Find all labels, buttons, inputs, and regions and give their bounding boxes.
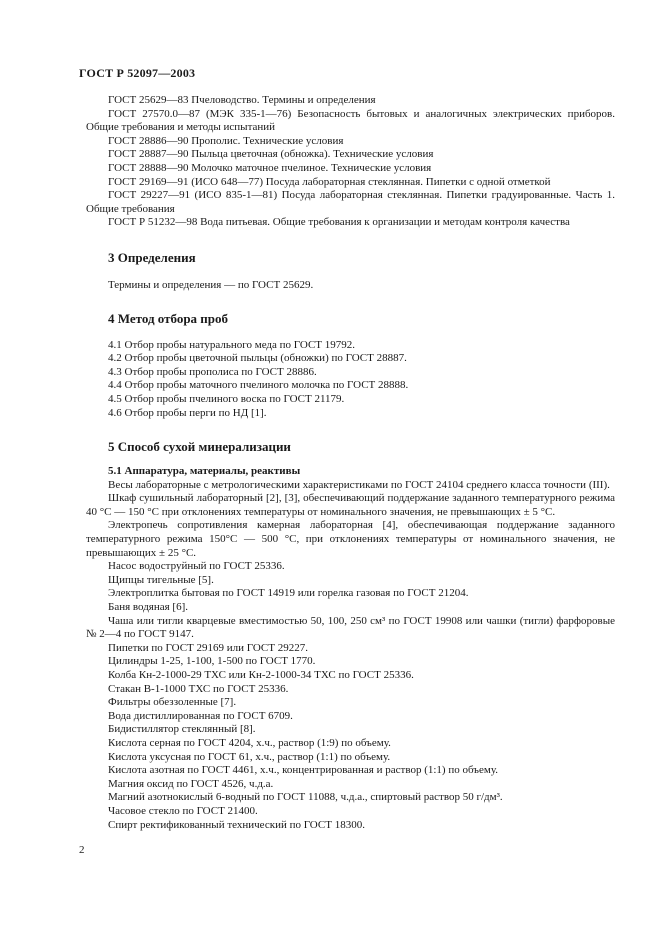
sampling-item: 4.4 Отбор пробы маточного пчелиного молочка по ГОСТ 28888. [108, 379, 409, 392]
equipment-item: Кислота азотная по ГОСТ 4461, х.ч., концентрированная и раствор (1:1) по объему. [108, 764, 498, 777]
equipment-item: Кислота уксусная по ГОСТ 61, х.ч., раствор (1:1) по объему. [108, 750, 391, 763]
sampling-item: 4.6 Отбор пробы перги по НД [1]. [108, 406, 267, 419]
reference-item: ГОСТ 29169—91 (ИСО 648—77) Посуда лабораторная стеклянная. Пипетки с одной отметкой [108, 175, 551, 188]
section-4-title: 4 Метод отбора проб [108, 310, 229, 326]
equipment-list [86, 479, 615, 832]
reference-item: ГОСТ 29227—91 (ИСО 835-1—81) Посуда лабораторная стеклянная. Пипетки градуированные. Часть 1. Общие требования [86, 189, 615, 215]
equipment-item: Спирт ректификованный технический по ГОСТ 18300. [108, 818, 365, 831]
equipment-item: Цилиндры 1-25, 1-100, 1-500 по ГОСТ 1770. [108, 655, 316, 668]
equipment-item: Электроплитка бытовая по ГОСТ 14919 или горелка газовая по ГОСТ 21204. [108, 587, 469, 600]
section-5-title: 5 Способ сухой минерализации [108, 439, 291, 455]
equipment-item: Чаша или тигли кварцевые вместимостью 50, 100, 250 см³ по ГОСТ 19908 или чашки (тигли) фарфоровые № 2—4 по ГОСТ 9147. [86, 614, 615, 641]
reference-item: ГОСТ 28887—90 Пыльца цветочная (обножка). Технические условия [108, 148, 434, 161]
equipment-item: Кислота серная по ГОСТ 4204, х.ч., раствор (1:9) по объему. [108, 736, 391, 749]
equipment-item: Пипетки по ГОСТ 29169 или ГОСТ 29227. [108, 641, 308, 654]
sampling-item: 4.1 Отбор пробы натурального меда по ГОСТ 19792. [108, 338, 356, 351]
subsection-5-1-title: 5.1 Аппаратура, материалы, реактивы [108, 465, 301, 478]
sampling-item: 4.2 Отбор пробы цветочной пыльцы (обножки) по ГОСТ 28887. [108, 352, 407, 365]
equipment-item: Баня водяная [6]. [108, 601, 189, 614]
section-4-list [86, 339, 615, 421]
reference-item: ГОСТ Р 51232—98 Вода питьевая. Общие требования к организации и методам контроля качества [108, 216, 570, 229]
equipment-item: Шкаф сушильный лабораторный [2], [3], обеспечивающий поддержание заданного температурного режима 40 °С — 150 °С при отклонениях температуры от номинального значения, не превышающих ± 5 °С. [86, 492, 615, 518]
equipment-item: Часовое стекло по ГОСТ 21400. [108, 804, 258, 817]
section-3-text: Термины и определения — по ГОСТ 25629. [108, 278, 314, 291]
equipment-item: Магния оксид по ГОСТ 4526, ч.д.а. [108, 777, 274, 790]
running-header: ГОСТ Р 52097—2003 [79, 66, 196, 80]
equipment-item: Электропечь сопротивления камерная лабораторная [4], обеспечивающая поддержание заданного температурного режима 150°С — 500 °С, при отклонениях температуры от номинального значения, не превышающих ± 25 °С. [86, 519, 615, 559]
page-content [86, 94, 615, 832]
equipment-item: Весы лабораторные с метрологическими характеристиками по ГОСТ 24104 среднего класса точности (III). [108, 478, 610, 491]
reference-item: ГОСТ 28886—90 Прополис. Технические условия [108, 134, 344, 147]
equipment-item: Вода дистиллированная по ГОСТ 6709. [108, 709, 293, 722]
sampling-item: 4.3 Отбор пробы прополиса по ГОСТ 28886. [108, 365, 317, 378]
equipment-item: Магний азотнокислый 6-водный по ГОСТ 11088, ч.д.а., спиртовый раствор 50 г/дм³. [108, 791, 503, 804]
page-number: 2 [79, 844, 85, 856]
references-list [86, 94, 615, 230]
reference-item: ГОСТ 27570.0—87 (МЭК 335-1—76) Безопасность бытовых и аналогичных электрических приборов. Общие требования и методы испытаний [86, 107, 615, 134]
equipment-item: Стакан В-1-1000 ТХС по ГОСТ 25336. [108, 682, 289, 695]
equipment-item: Колба Кн-2-1000-29 ТХС или Кн-2-1000-34 ТХС по ГОСТ 25336. [108, 669, 414, 681]
equipment-item: Насос водоструйный по ГОСТ 25336. [108, 560, 285, 573]
equipment-item: Фильтры обеззоленные [7]. [108, 696, 237, 709]
equipment-item: Щипцы тигельные [5]. [108, 573, 214, 586]
reference-item: ГОСТ 28888—90 Молочко маточное пчелиное. Технические условия [108, 161, 432, 174]
equipment-item: Бидистиллятор стеклянный [8]. [108, 723, 256, 736]
sampling-item: 4.5 Отбор пробы пчелиного воска по ГОСТ 21179. [108, 392, 345, 405]
section-3-title: 3 Определения [108, 249, 196, 265]
reference-item: ГОСТ 25629—83 Пчеловодство. Термины и определения [108, 94, 376, 106]
